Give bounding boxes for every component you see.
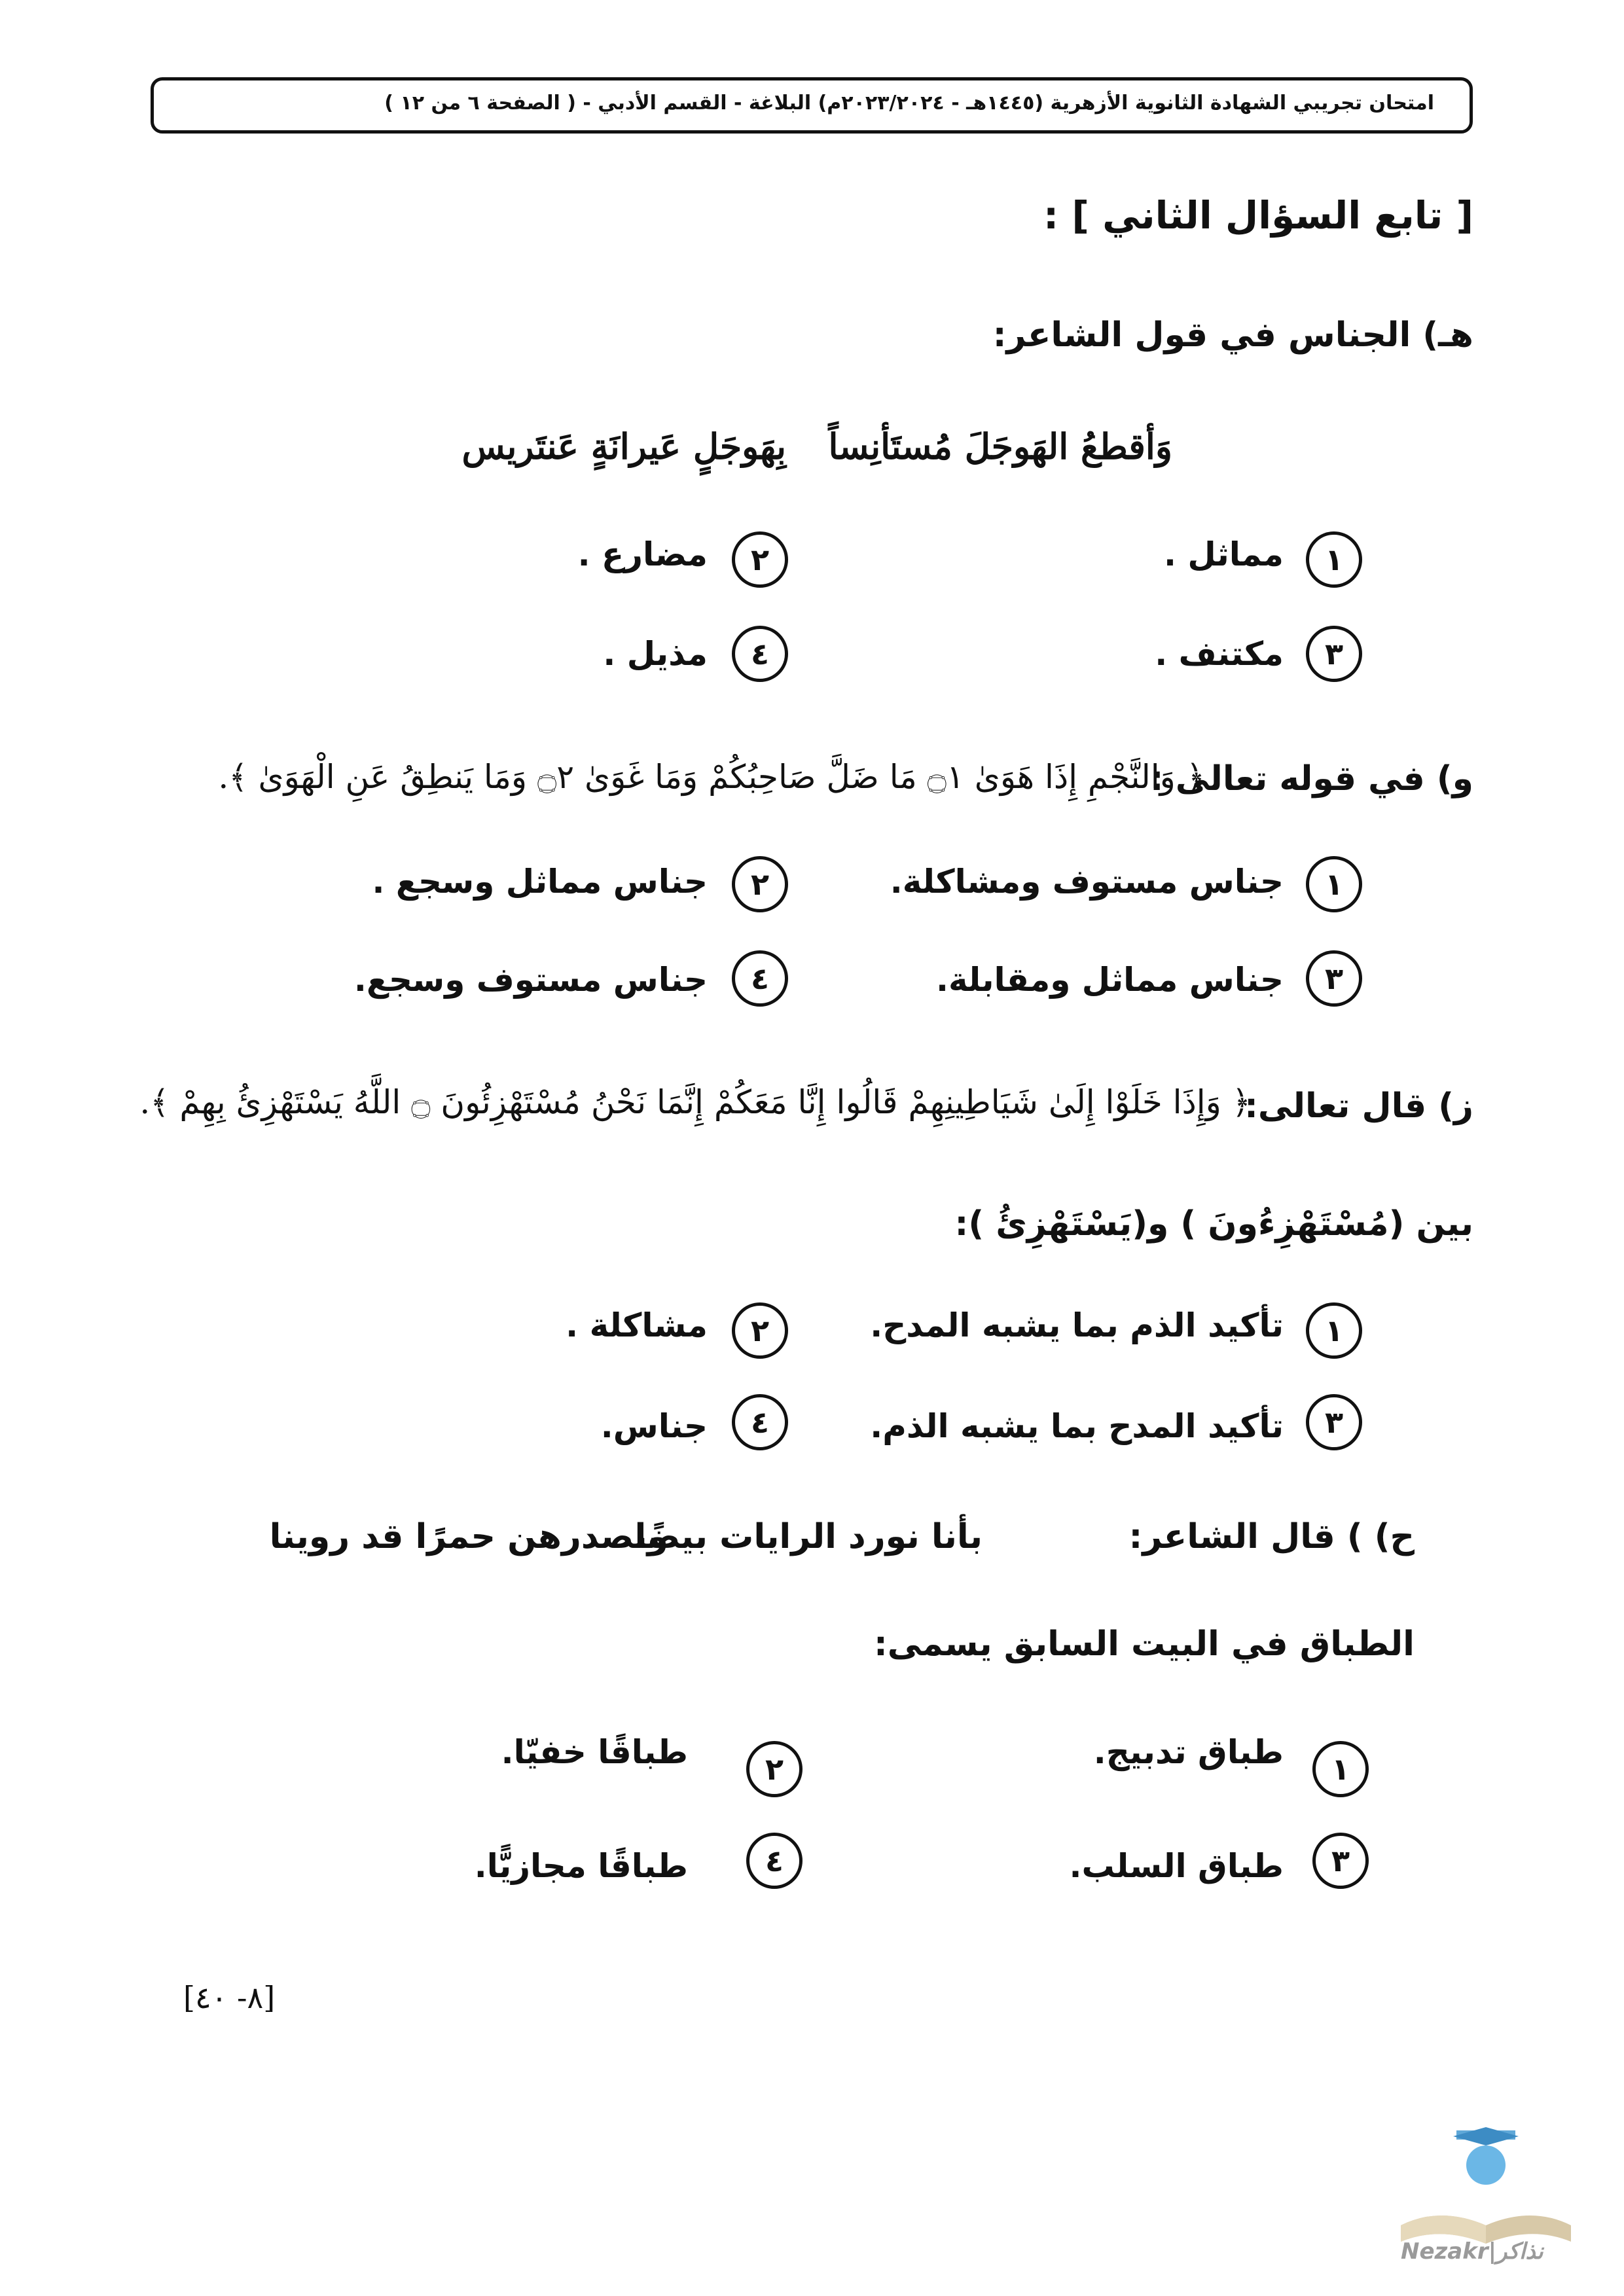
option-label[interactable]: مشاكلة . <box>566 1306 708 1344</box>
option-label[interactable]: طباق السلب. <box>1069 1847 1284 1885</box>
question-h-prompt: هـ) الجناس في قول الشاعر: <box>992 315 1473 355</box>
option-number-circle[interactable]: ١ <box>1306 1302 1362 1359</box>
option-label[interactable]: طباق تدبيج. <box>1093 1733 1284 1771</box>
option-number-circle[interactable]: ٤ <box>732 1394 788 1450</box>
option-number-circle[interactable]: ٣ <box>1306 626 1362 682</box>
logo-text: Nezakr|نذاكر <box>1401 2238 1543 2265</box>
option-label[interactable]: طباقًا خفيّا. <box>501 1733 688 1771</box>
option-label[interactable]: جناس مستوف وسجع. <box>353 961 708 999</box>
option-number-circle[interactable]: ٢ <box>746 1741 803 1797</box>
option-number-circle[interactable]: ٢ <box>732 531 788 588</box>
page-code: [٨- ٤٠] <box>183 1980 276 2015</box>
question-z-prompt: ز) قال تعالى: <box>1244 1086 1473 1126</box>
option-number-circle[interactable]: ٣ <box>1306 1394 1362 1450</box>
option-number-circle[interactable]: ٣ <box>1312 1833 1369 1889</box>
question-w-verse: ﴿ وَالنَّجْمِ إِذَا هَوَىٰ ۝١ مَا ضَلَّ صَاحِبُكُمْ وَمَا غَوَىٰ ۝٢ وَمَا يَنطِقُ عَنِ الْهَوَىٰ ﴾. <box>218 758 1205 796</box>
option-label[interactable]: طباقًا مجازيًّا. <box>474 1847 688 1885</box>
question-z-sub-prompt: بين (مُسْتَهْزِءُونَ ) و(يَسْتَهْزِئُ ): <box>954 1204 1473 1244</box>
option-label[interactable]: جناس. <box>600 1407 708 1445</box>
question-z-verse: ﴿ وَإِذَا خَلَوْا إِلَىٰ شَيَاطِينِهِمْ قَالُوا إِنَّا مَعَكُمْ إِنَّمَا نَحْنُ مُسْتَهْزِئُونَ ۝ اللَّهُ يَسْتَهْزِئُ بِهِمْ ﴾. <box>139 1083 1251 1121</box>
question-h-verse-second: بِهَوجَلٍ عَيرانَةٍ عَنتَريس <box>461 425 786 467</box>
option-number-circle[interactable]: ٢ <box>732 1302 788 1359</box>
option-label[interactable]: تأكيد المدح بما يشبه الذم. <box>870 1407 1284 1445</box>
option-label[interactable]: تأكيد الذم بما يشبه المدح. <box>870 1306 1284 1344</box>
option-label[interactable]: جناس مستوف ومشاكلة. <box>890 863 1284 901</box>
option-label[interactable]: جناس مماثل وسجع . <box>372 863 708 901</box>
option-number-circle[interactable]: ١ <box>1306 531 1362 588</box>
question-h2-verse-second: ونصدرهن حمرًا قد روينا <box>269 1517 668 1556</box>
option-label[interactable]: مكتنف . <box>1155 635 1284 673</box>
option-label[interactable]: مماثل . <box>1163 535 1284 573</box>
option-number-circle[interactable]: ١ <box>1312 1741 1369 1797</box>
option-label[interactable]: مذيل . <box>603 635 708 673</box>
option-label[interactable]: جناس مماثل ومقابلة. <box>936 961 1284 999</box>
option-number-circle[interactable]: ١ <box>1306 856 1362 912</box>
question-h-verse-first: وَأقطعُ الهَوجَلَ مُستَأنِساً <box>828 425 1172 467</box>
option-number-circle[interactable]: ٤ <box>732 626 788 682</box>
option-number-circle[interactable]: ٣ <box>1306 950 1362 1007</box>
option-label[interactable]: مضارع . <box>577 535 708 573</box>
question-w-prompt: و) في قوله تعالى : <box>1149 759 1473 798</box>
question-h2-sub-prompt: الطباق في البيت السابق يسمى: <box>873 1624 1415 1664</box>
option-number-circle[interactable]: ٤ <box>746 1833 803 1889</box>
option-number-circle[interactable]: ٤ <box>732 950 788 1007</box>
question-h2-prompt: ح) ) قال الشاعر: <box>1128 1517 1415 1556</box>
section-title: [ تابع السؤال الثاني ] : <box>1043 193 1473 238</box>
option-number-circle[interactable]: ٢ <box>732 856 788 912</box>
header-text: امتحان تجريبي الشهادة الثانوية الأزهرية (١٤٤٥هـ - ٢٠٢٣/٢٠٢٤م) البلاغة - القسم الأدبي - ( الصفحة ٦ من ١٢ ) <box>384 92 1434 115</box>
question-h2-verse-first: بأنا نورد الرايات بيضًا <box>634 1517 983 1556</box>
